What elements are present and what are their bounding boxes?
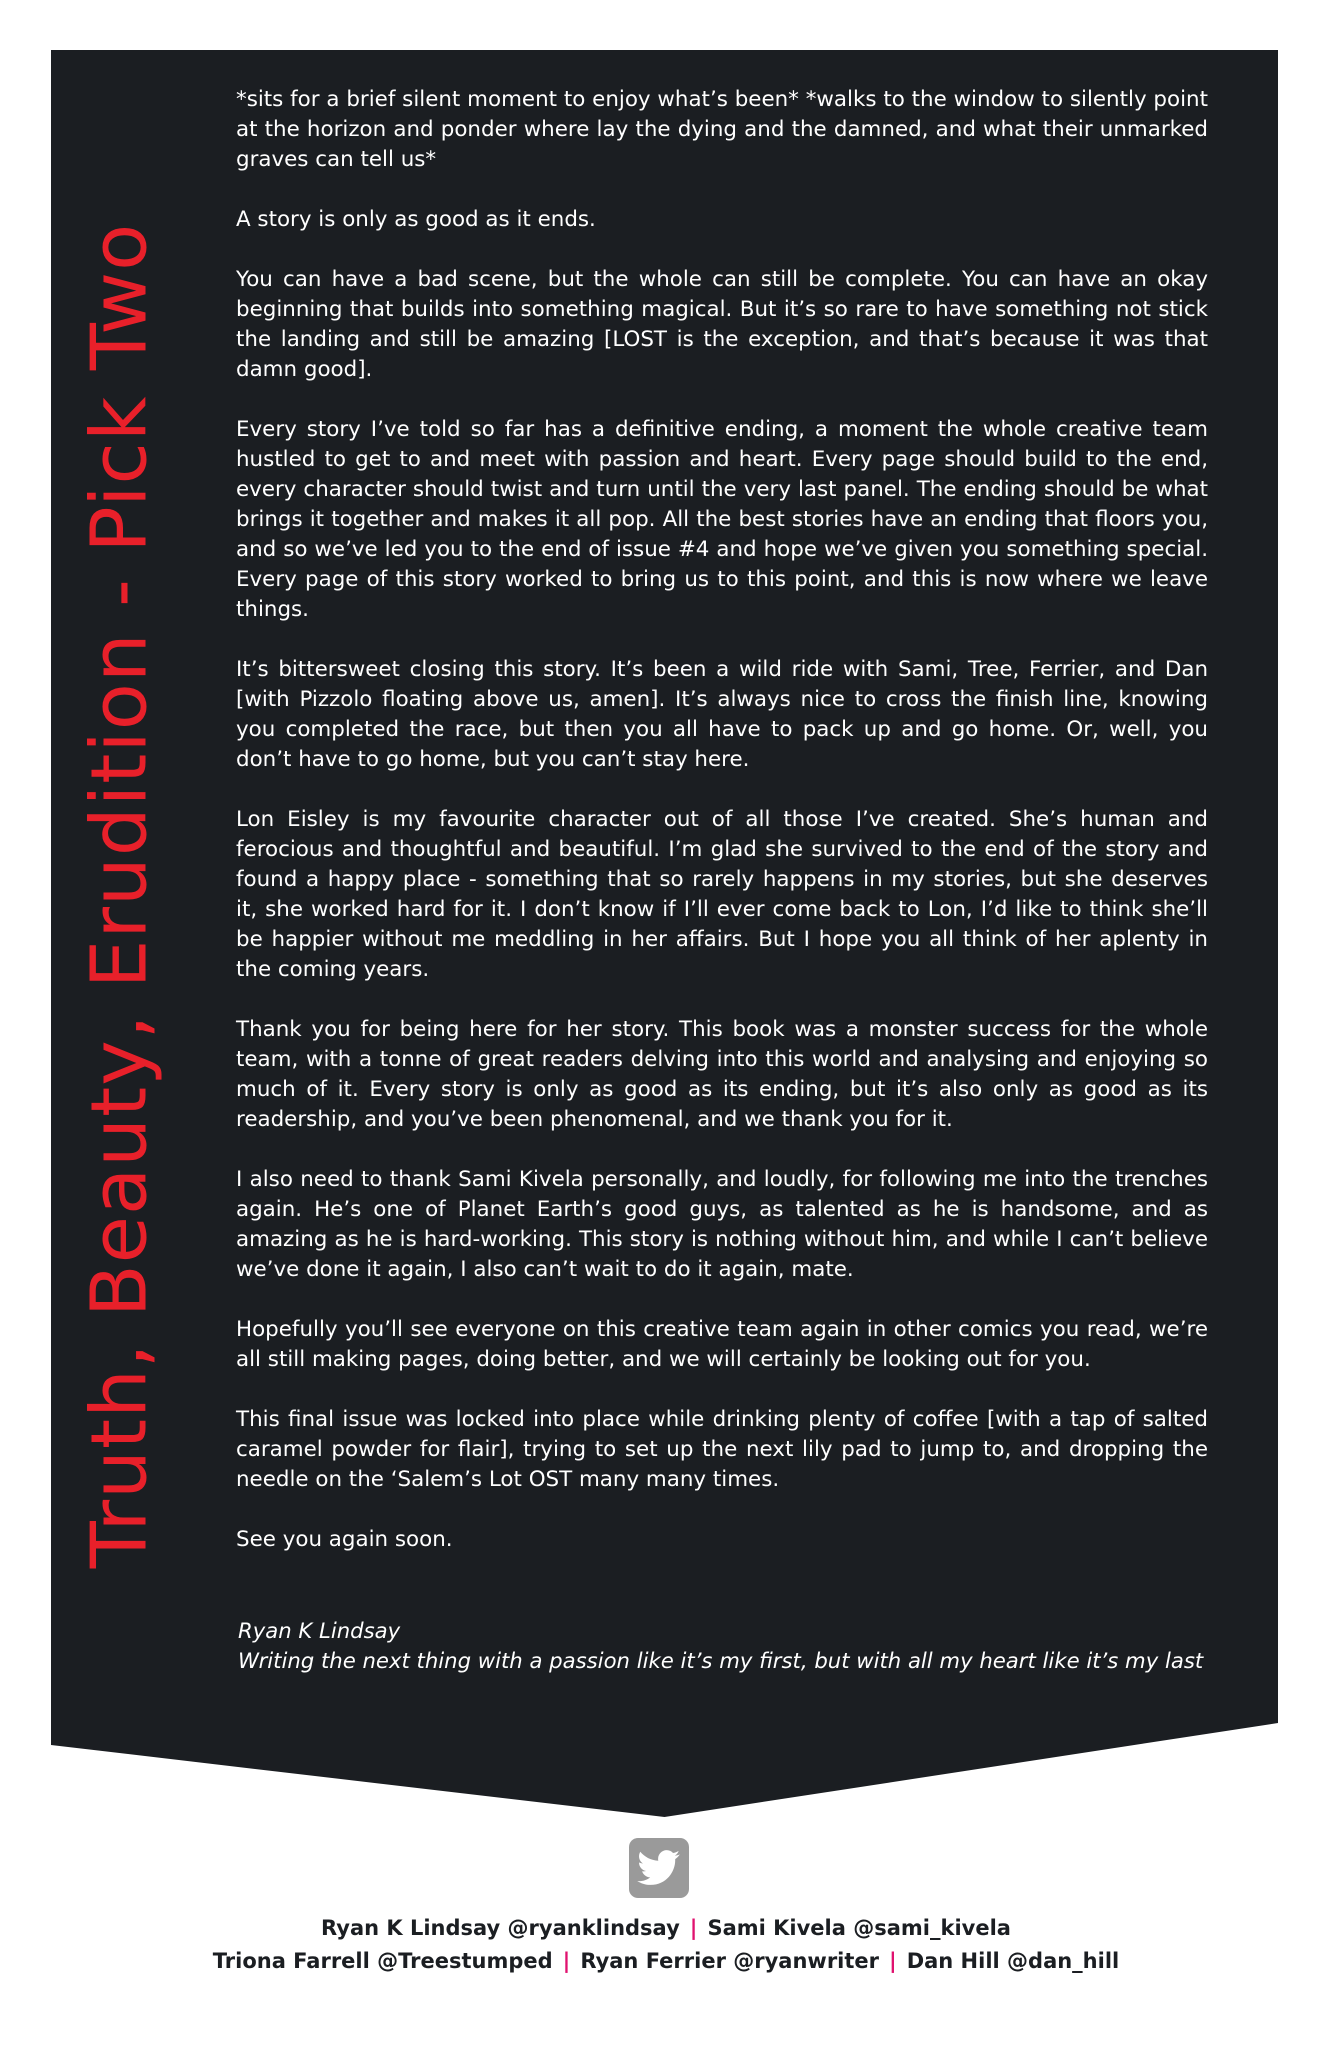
credit-handle[interactable]: Triona Farrell @Treestumped bbox=[212, 1949, 553, 1973]
credit-separator: | bbox=[689, 1916, 698, 1940]
credit-separator: | bbox=[562, 1949, 571, 1973]
letter-paragraph: You can have a bad scene, but the whole can still be complete. You can have an okay beginning that builds into something magical. But it’s so rare to have something not stick the landing and still be amazing [LOST is the exception, and that’s because it was that damn good]. bbox=[236, 267, 1208, 382]
credit-handle[interactable]: Ryan Ferrier @ryanwriter bbox=[580, 1949, 880, 1973]
twitter-icon[interactable] bbox=[629, 1838, 689, 1898]
twitter-bird-icon bbox=[637, 1850, 681, 1886]
letter-paragraph: *sits for a brief silent moment to enjoy what’s been* *walks to the window to silently point at the horizon and ponder where lay the dying and the damned, and what their unmarked graves can tell us* bbox=[236, 87, 1208, 172]
credit-separator: | bbox=[889, 1949, 897, 1973]
signature-tagline: Writing the next thing with a passion like it’s my first, but with all my heart like it’s my last bbox=[238, 1648, 1204, 1673]
credit-handle[interactable]: Sami Kivela @sami_kivela bbox=[707, 1916, 1011, 1940]
side-title-text: Truth, Beauty, Erudition - Pick Two bbox=[75, 222, 165, 1568]
credit-handle[interactable]: Ryan K Lindsay @ryanklindsay bbox=[321, 1916, 680, 1940]
letter-paragraph: See you again soon. bbox=[236, 1527, 453, 1552]
side-title bbox=[70, 70, 170, 1720]
letter-paragraph: A story is only as good as it ends. bbox=[236, 207, 596, 232]
letter-paragraph: It’s bittersweet closing this story. It’s been a wild ride with Sami, Tree, Ferrier, and Dan [with Pizzolo floating above us, amen]. It’s always nice to cross the finish line, knowing you completed the race, but then you all have to pack up and go home. Or, well, you don’t have to go home, but you can’t stay here. bbox=[236, 657, 1208, 772]
letter-paragraph: Thank you for being here for her story. This book was a monster success for the whole team, with a tonne of great readers delving into this world and analysing and enjoying so much of it. Every story is only as good as its ending, but it’s also only as good as its readership, and you’ve been phenomenal, and we thank you for it. bbox=[236, 1017, 1208, 1132]
letter-paragraph: This final issue was locked into place while drinking plenty of coffee [with a tap of salted caramel powder for flair], trying to set up the next lily pad to jump to, and dropping the needle on the ‘Salem’s Lot OST many many times. bbox=[236, 1407, 1208, 1492]
credit-handle[interactable]: Dan Hill @dan_hill bbox=[906, 1949, 1120, 1973]
letter-paragraph: I also need to thank Sami Kivela personally, and loudly, for following me into the trenches again. He’s one of Planet Earth’s good guys, as talented as he is handsome, and as amazing as he is hard-working. This story is nothing without him, and while I can’t believe we’ve done it again, I also can’t wait to do it again, mate. bbox=[236, 1167, 1208, 1282]
signature-name: Ryan K Lindsay bbox=[238, 1618, 401, 1643]
signature bbox=[238, 1616, 1223, 1676]
letter-paragraph: Every story I’ve told so far has a definitive ending, a moment the whole creative team hustled to get to and meet with passion and heart. Every page should build to the end, every character should twist and turn until the very last panel. The ending should be what brings it together and makes it all pop. All the best stories have an ending that floors you, and so we’ve led you to the end of issue #4 and hope we’ve given you something special. Every page of this story worked to bring us to this point, and this is now where we leave things. bbox=[236, 417, 1208, 622]
credits-row-1 bbox=[0, 1916, 1332, 1940]
credits-row-2 bbox=[0, 1949, 1332, 1973]
letter-body bbox=[236, 85, 1208, 1555]
letter-paragraph: Hopefully you’ll see everyone on this creative team again in other comics you read, we’re all still making pages, doing better, and we will certainly be looking out for you. bbox=[236, 1317, 1208, 1372]
letter-paragraph: Lon Eisley is my favourite character out of all those I’ve created. She’s human and ferocious and thoughtful and beautiful. I’m glad she survived to the end of the story and found a happy place - something that so rarely happens in my stories, but she deserves it, she worked hard for it. I don’t know if I’ll ever come back to Lon, I’d like to think she’ll be happier without me meddling in her affairs. But I hope you all think of her aplenty in the coming years. bbox=[236, 807, 1208, 982]
